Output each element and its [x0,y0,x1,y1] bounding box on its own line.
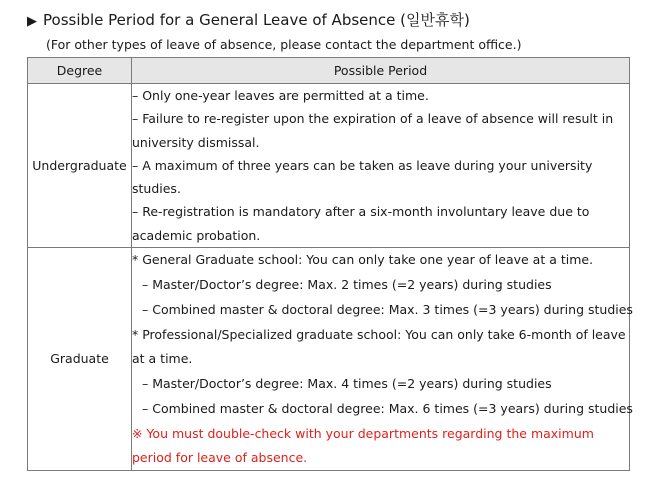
period-column-header: Possible Period [132,58,630,84]
degree-column-header: Degree [28,58,132,84]
list-item: – Combined master & doctoral degree: Max. 3 times (=3 years) during studies [142,302,633,318]
list-item: – Combined master & doctoral degree: Max. 6 times (=3 years) during studies [142,401,633,417]
page-title [27,10,470,32]
period-cell-graduate [132,248,633,471]
contact-note: (For other types of leave of absence, please contact the department office.) [46,37,522,52]
degree-cell-graduate: Graduate [28,248,132,471]
table-header-row [28,58,630,84]
table-row-graduate [28,248,630,471]
professional-graduate-header: * Professional/Specialized graduate school: You can only take 6-month of leave at a time. [132,326,626,367]
leave-period-table [27,57,633,471]
list-item: – A maximum of three years can be taken as leave during your university studies. [132,157,593,197]
period-cell-undergraduate [132,84,630,248]
list-item: – Master/Doctor’s degree: Max. 4 times (=2 years) during studies [142,375,552,391]
warning-note: ※ You must double-check with your departments regarding the maximum period for leave of absence. [132,425,594,465]
degree-cell-undergraduate: Undergraduate [28,84,132,248]
list-item: – Failure to re-register upon the expiration of a leave of absence will result in university dismissal. [132,111,614,150]
list-item: – Only one-year leaves are permitted at a time. [132,88,429,103]
arrow-marker-icon: ▶ [27,14,37,29]
page-title-text: Possible Period for a General Leave of Absence (일반휴학) [43,11,470,29]
list-item: – Master/Doctor’s degree: Max. 2 times (=2 years) during studies [142,276,552,292]
general-graduate-header: * General Graduate school: You can only take one year of leave at a time. [132,252,594,268]
table-row-undergraduate [28,84,630,248]
list-item: – Re-registration is mandatory after a six-month involuntary leave due to academic probation. [132,204,590,243]
